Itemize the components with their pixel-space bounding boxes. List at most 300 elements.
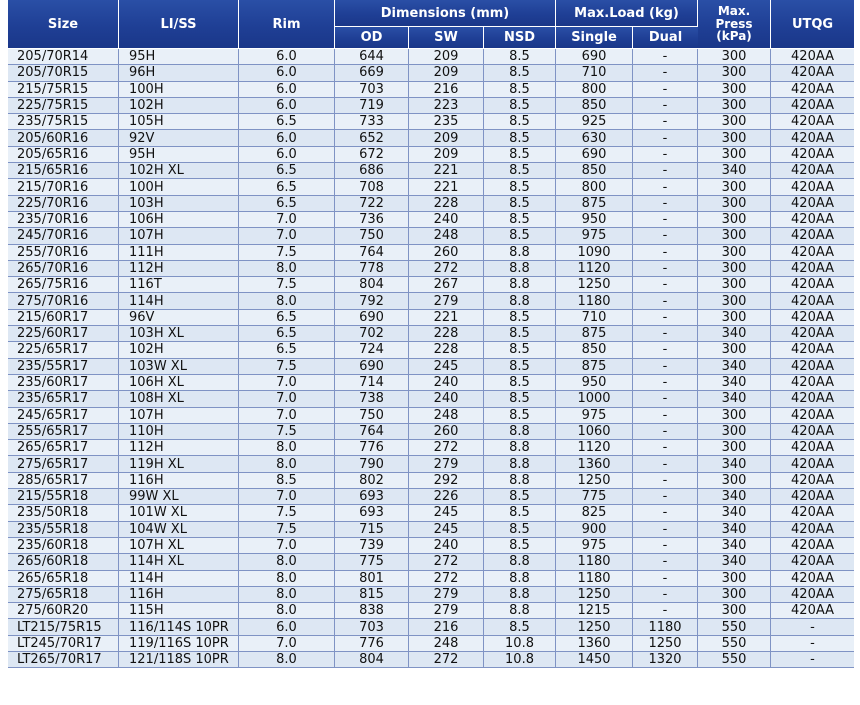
header-sw: SW: [409, 27, 484, 49]
cell-max-press: 340: [698, 163, 771, 179]
cell-od: 838: [335, 603, 409, 619]
header-dual: Dual: [633, 27, 698, 49]
cell-od: 686: [335, 163, 409, 179]
cell-nsd: 8.5: [484, 310, 556, 326]
cell-utqg: 420AA: [771, 130, 854, 146]
table-row: [8, 456, 854, 472]
cell-single: 950: [556, 212, 633, 228]
cell-single: 900: [556, 522, 633, 538]
cell-single: 950: [556, 375, 633, 391]
cell-max-press: 300: [698, 342, 771, 358]
cell-sw: 245: [409, 359, 484, 375]
cell-nsd: 8.5: [484, 179, 556, 195]
cell-max-press: 340: [698, 359, 771, 375]
cell-utqg: 420AA: [771, 424, 854, 440]
cell-li-ss: 95H: [119, 147, 239, 163]
cell-nsd: 8.8: [484, 293, 556, 309]
header-max-load: Max.Load (kg): [556, 0, 698, 27]
cell-single: 975: [556, 228, 633, 244]
table-row: [8, 587, 854, 603]
cell-size: 215/70R16: [8, 179, 119, 195]
cell-rim: 8.0: [239, 554, 335, 570]
cell-li-ss: 112H: [119, 440, 239, 456]
table-row: [8, 473, 854, 489]
table-row: [8, 359, 854, 375]
cell-nsd: 8.5: [484, 196, 556, 212]
cell-max-press: 300: [698, 245, 771, 261]
cell-li-ss: 101W XL: [119, 505, 239, 521]
cell-sw: 240: [409, 375, 484, 391]
cell-dual: -: [633, 147, 698, 163]
cell-single: 875: [556, 326, 633, 342]
cell-size: 215/55R18: [8, 489, 119, 505]
cell-utqg: 420AA: [771, 261, 854, 277]
cell-od: 750: [335, 408, 409, 424]
cell-li-ss: 114H: [119, 293, 239, 309]
cell-dual: -: [633, 212, 698, 228]
cell-od: 690: [335, 310, 409, 326]
table-row: [8, 114, 854, 130]
cell-nsd: 10.8: [484, 636, 556, 652]
table-row: [8, 522, 854, 538]
cell-max-press: 300: [698, 310, 771, 326]
cell-li-ss: 106H: [119, 212, 239, 228]
cell-single: 1180: [556, 293, 633, 309]
cell-li-ss: 108H XL: [119, 391, 239, 407]
cell-nsd: 8.8: [484, 245, 556, 261]
cell-single: 850: [556, 163, 633, 179]
cell-od: 801: [335, 571, 409, 587]
cell-od: 703: [335, 82, 409, 98]
cell-sw: 279: [409, 456, 484, 472]
table-row: [8, 342, 854, 358]
table-row: [8, 310, 854, 326]
cell-dual: -: [633, 473, 698, 489]
cell-od: 672: [335, 147, 409, 163]
cell-size: 245/65R17: [8, 408, 119, 424]
cell-utqg: 420AA: [771, 65, 854, 81]
cell-dual: -: [633, 522, 698, 538]
cell-li-ss: 100H: [119, 82, 239, 98]
cell-rim: 6.0: [239, 619, 335, 635]
cell-rim: 6.0: [239, 98, 335, 114]
cell-rim: 8.0: [239, 293, 335, 309]
cell-rim: 6.5: [239, 163, 335, 179]
cell-od: 733: [335, 114, 409, 130]
cell-rim: 7.5: [239, 424, 335, 440]
cell-rim: 8.0: [239, 652, 335, 668]
cell-sw: 228: [409, 342, 484, 358]
cell-single: 1180: [556, 554, 633, 570]
cell-max-press: 300: [698, 65, 771, 81]
cell-od: 764: [335, 424, 409, 440]
cell-rim: 7.0: [239, 408, 335, 424]
cell-sw: 292: [409, 473, 484, 489]
cell-single: 850: [556, 342, 633, 358]
cell-sw: 245: [409, 505, 484, 521]
cell-li-ss: 119/116S 10PR: [119, 636, 239, 652]
cell-size: 255/65R17: [8, 424, 119, 440]
table-row: [8, 571, 854, 587]
cell-rim: 6.0: [239, 82, 335, 98]
cell-od: 715: [335, 522, 409, 538]
cell-dual: -: [633, 245, 698, 261]
table-row: [8, 196, 854, 212]
cell-size: 215/65R16: [8, 163, 119, 179]
table-row: [8, 49, 854, 65]
cell-dual: -: [633, 359, 698, 375]
table-row: [8, 228, 854, 244]
cell-dual: -: [633, 505, 698, 521]
cell-dual: -: [633, 49, 698, 65]
cell-utqg: 420AA: [771, 163, 854, 179]
cell-sw: 245: [409, 522, 484, 538]
cell-rim: 8.0: [239, 603, 335, 619]
cell-max-press: 550: [698, 652, 771, 668]
header-nsd: NSD: [484, 27, 556, 49]
cell-od: 775: [335, 554, 409, 570]
cell-nsd: 8.5: [484, 114, 556, 130]
cell-max-press: 300: [698, 587, 771, 603]
cell-li-ss: 96V: [119, 310, 239, 326]
cell-nsd: 8.8: [484, 603, 556, 619]
cell-dual: -: [633, 538, 698, 554]
cell-nsd: 10.8: [484, 652, 556, 668]
cell-single: 1250: [556, 473, 633, 489]
cell-size: 275/60R20: [8, 603, 119, 619]
cell-rim: 7.0: [239, 228, 335, 244]
cell-max-press: 300: [698, 571, 771, 587]
cell-nsd: 8.5: [484, 619, 556, 635]
cell-utqg: 420AA: [771, 554, 854, 570]
cell-utqg: 420AA: [771, 489, 854, 505]
cell-utqg: 420AA: [771, 538, 854, 554]
cell-size: 205/70R14: [8, 49, 119, 65]
cell-utqg: -: [771, 619, 854, 635]
cell-rim: 8.0: [239, 571, 335, 587]
cell-dual: -: [633, 554, 698, 570]
cell-size: 215/60R17: [8, 310, 119, 326]
cell-nsd: 8.5: [484, 505, 556, 521]
cell-dual: -: [633, 603, 698, 619]
table-row: [8, 440, 854, 456]
cell-size: 275/70R16: [8, 293, 119, 309]
tire-spec-table-container: [8, 0, 854, 703]
tire-spec-table: [8, 0, 854, 668]
cell-single: 875: [556, 196, 633, 212]
cell-dual: -: [633, 375, 698, 391]
cell-nsd: 8.8: [484, 424, 556, 440]
cell-od: 703: [335, 619, 409, 635]
cell-nsd: 8.5: [484, 522, 556, 538]
cell-rim: 8.0: [239, 456, 335, 472]
cell-max-press: 340: [698, 375, 771, 391]
cell-utqg: 420AA: [771, 147, 854, 163]
cell-od: 693: [335, 505, 409, 521]
cell-od: 764: [335, 245, 409, 261]
cell-li-ss: 116/114S 10PR: [119, 619, 239, 635]
cell-rim: 8.0: [239, 261, 335, 277]
table-row: [8, 163, 854, 179]
table-row: [8, 619, 854, 635]
header-single: Single: [556, 27, 633, 49]
cell-size: 225/75R15: [8, 98, 119, 114]
cell-li-ss: 102H: [119, 98, 239, 114]
cell-od: 738: [335, 391, 409, 407]
cell-utqg: 420AA: [771, 522, 854, 538]
table-row: [8, 375, 854, 391]
table-row: [8, 245, 854, 261]
cell-dual: -: [633, 293, 698, 309]
cell-max-press: 300: [698, 130, 771, 146]
cell-od: 792: [335, 293, 409, 309]
cell-single: 800: [556, 82, 633, 98]
cell-sw: 216: [409, 619, 484, 635]
cell-max-press: 300: [698, 228, 771, 244]
cell-size: 235/60R18: [8, 538, 119, 554]
cell-nsd: 8.8: [484, 261, 556, 277]
cell-od: 790: [335, 456, 409, 472]
cell-dual: -: [633, 277, 698, 293]
cell-max-press: 300: [698, 293, 771, 309]
cell-single: 1090: [556, 245, 633, 261]
cell-utqg: 420AA: [771, 473, 854, 489]
cell-sw: 209: [409, 65, 484, 81]
cell-dual: -: [633, 196, 698, 212]
cell-rim: 7.0: [239, 636, 335, 652]
cell-single: 630: [556, 130, 633, 146]
table-row: [8, 277, 854, 293]
cell-nsd: 8.8: [484, 277, 556, 293]
cell-utqg: 420AA: [771, 82, 854, 98]
cell-nsd: 8.8: [484, 456, 556, 472]
cell-max-press: 300: [698, 261, 771, 277]
cell-max-press: 300: [698, 147, 771, 163]
cell-li-ss: 114H XL: [119, 554, 239, 570]
cell-single: 710: [556, 65, 633, 81]
cell-utqg: 420AA: [771, 375, 854, 391]
cell-od: 669: [335, 65, 409, 81]
cell-single: 975: [556, 408, 633, 424]
cell-nsd: 8.5: [484, 538, 556, 554]
cell-size: LT215/75R15: [8, 619, 119, 635]
cell-od: 652: [335, 130, 409, 146]
cell-li-ss: 116H: [119, 473, 239, 489]
cell-sw: 221: [409, 179, 484, 195]
cell-dual: -: [633, 82, 698, 98]
cell-nsd: 8.5: [484, 130, 556, 146]
cell-sw: 272: [409, 571, 484, 587]
cell-li-ss: 105H: [119, 114, 239, 130]
cell-od: 778: [335, 261, 409, 277]
cell-li-ss: 103H XL: [119, 326, 239, 342]
cell-size: 205/70R15: [8, 65, 119, 81]
cell-sw: 248: [409, 636, 484, 652]
cell-nsd: 8.8: [484, 554, 556, 570]
cell-sw: 235: [409, 114, 484, 130]
cell-li-ss: 111H: [119, 245, 239, 261]
header-max-press-line2: Press: [715, 16, 753, 31]
table-row: [8, 505, 854, 521]
cell-rim: 6.0: [239, 65, 335, 81]
cell-sw: 209: [409, 49, 484, 65]
cell-utqg: 420AA: [771, 359, 854, 375]
cell-nsd: 8.5: [484, 212, 556, 228]
cell-rim: 6.0: [239, 147, 335, 163]
cell-utqg: 420AA: [771, 571, 854, 587]
cell-od: 776: [335, 440, 409, 456]
cell-max-press: 300: [698, 440, 771, 456]
cell-single: 800: [556, 179, 633, 195]
cell-sw: 209: [409, 147, 484, 163]
cell-utqg: 420AA: [771, 440, 854, 456]
cell-max-press: 550: [698, 636, 771, 652]
table-row: [8, 261, 854, 277]
cell-dual: -: [633, 342, 698, 358]
cell-nsd: 8.5: [484, 326, 556, 342]
cell-utqg: 420AA: [771, 456, 854, 472]
cell-nsd: 8.5: [484, 49, 556, 65]
cell-li-ss: 119H XL: [119, 456, 239, 472]
cell-dual: -: [633, 163, 698, 179]
cell-max-press: 300: [698, 408, 771, 424]
cell-sw: 260: [409, 245, 484, 261]
cell-rim: 7.0: [239, 538, 335, 554]
cell-dual: -: [633, 571, 698, 587]
cell-rim: 7.5: [239, 277, 335, 293]
cell-size: 235/55R17: [8, 359, 119, 375]
cell-utqg: -: [771, 636, 854, 652]
cell-li-ss: 110H: [119, 424, 239, 440]
cell-single: 1250: [556, 587, 633, 603]
cell-sw: 267: [409, 277, 484, 293]
cell-single: 925: [556, 114, 633, 130]
cell-size: 265/65R17: [8, 440, 119, 456]
cell-max-press: 300: [698, 98, 771, 114]
cell-od: 750: [335, 228, 409, 244]
cell-dual: -: [633, 261, 698, 277]
cell-size: 245/70R16: [8, 228, 119, 244]
cell-max-press: 300: [698, 424, 771, 440]
cell-max-press: 300: [698, 179, 771, 195]
cell-dual: -: [633, 456, 698, 472]
table-row: [8, 98, 854, 114]
cell-max-press: 340: [698, 456, 771, 472]
cell-dual: 1250: [633, 636, 698, 652]
header-dimensions: Dimensions (mm): [335, 0, 556, 27]
cell-rim: 7.5: [239, 359, 335, 375]
cell-max-press: 340: [698, 326, 771, 342]
cell-nsd: 8.8: [484, 571, 556, 587]
cell-li-ss: 102H: [119, 342, 239, 358]
table-row: [8, 326, 854, 342]
cell-max-press: 300: [698, 82, 771, 98]
cell-li-ss: 106H XL: [119, 375, 239, 391]
cell-od: 714: [335, 375, 409, 391]
cell-single: 1000: [556, 391, 633, 407]
cell-li-ss: 103W XL: [119, 359, 239, 375]
cell-li-ss: 96H: [119, 65, 239, 81]
cell-sw: 272: [409, 554, 484, 570]
cell-nsd: 8.5: [484, 408, 556, 424]
cell-rim: 6.0: [239, 130, 335, 146]
cell-od: 690: [335, 359, 409, 375]
cell-single: 1120: [556, 261, 633, 277]
header-max-press: [698, 0, 771, 49]
cell-od: 815: [335, 587, 409, 603]
cell-single: 875: [556, 359, 633, 375]
cell-sw: 272: [409, 652, 484, 668]
cell-size: 235/55R18: [8, 522, 119, 538]
cell-max-press: 300: [698, 49, 771, 65]
cell-utqg: 420AA: [771, 277, 854, 293]
cell-single: 1120: [556, 440, 633, 456]
cell-max-press: 300: [698, 196, 771, 212]
cell-size: 225/60R17: [8, 326, 119, 342]
cell-utqg: 420AA: [771, 310, 854, 326]
cell-utqg: 420AA: [771, 342, 854, 358]
cell-size: 235/65R17: [8, 391, 119, 407]
cell-size: LT265/70R17: [8, 652, 119, 668]
cell-sw: 240: [409, 538, 484, 554]
cell-nsd: 8.8: [484, 473, 556, 489]
cell-od: 736: [335, 212, 409, 228]
table-row: [8, 408, 854, 424]
cell-utqg: 420AA: [771, 98, 854, 114]
cell-single: 1250: [556, 619, 633, 635]
cell-single: 850: [556, 98, 633, 114]
table-row: [8, 147, 854, 163]
cell-sw: 226: [409, 489, 484, 505]
table-row: [8, 554, 854, 570]
cell-size: 225/65R17: [8, 342, 119, 358]
cell-single: 1215: [556, 603, 633, 619]
cell-utqg: 420AA: [771, 179, 854, 195]
cell-single: 775: [556, 489, 633, 505]
cell-dual: 1320: [633, 652, 698, 668]
cell-size: 235/75R15: [8, 114, 119, 130]
cell-rim: 6.5: [239, 310, 335, 326]
cell-size: 225/70R16: [8, 196, 119, 212]
cell-nsd: 8.5: [484, 391, 556, 407]
table-row: [8, 652, 854, 668]
cell-rim: 7.0: [239, 375, 335, 391]
cell-rim: 7.0: [239, 212, 335, 228]
cell-max-press: 300: [698, 277, 771, 293]
cell-li-ss: 112H: [119, 261, 239, 277]
cell-rim: 6.0: [239, 49, 335, 65]
table-row: [8, 489, 854, 505]
cell-size: 255/70R16: [8, 245, 119, 261]
cell-sw: 228: [409, 326, 484, 342]
cell-dual: -: [633, 587, 698, 603]
cell-max-press: 340: [698, 538, 771, 554]
table-row: [8, 130, 854, 146]
cell-od: 804: [335, 277, 409, 293]
cell-sw: 272: [409, 440, 484, 456]
cell-dual: -: [633, 98, 698, 114]
cell-nsd: 8.5: [484, 359, 556, 375]
cell-rim: 6.5: [239, 179, 335, 195]
cell-od: 719: [335, 98, 409, 114]
cell-max-press: 300: [698, 603, 771, 619]
cell-li-ss: 103H: [119, 196, 239, 212]
cell-li-ss: 115H: [119, 603, 239, 619]
cell-sw: 223: [409, 98, 484, 114]
cell-sw: 216: [409, 82, 484, 98]
cell-single: 1360: [556, 636, 633, 652]
cell-od: 724: [335, 342, 409, 358]
